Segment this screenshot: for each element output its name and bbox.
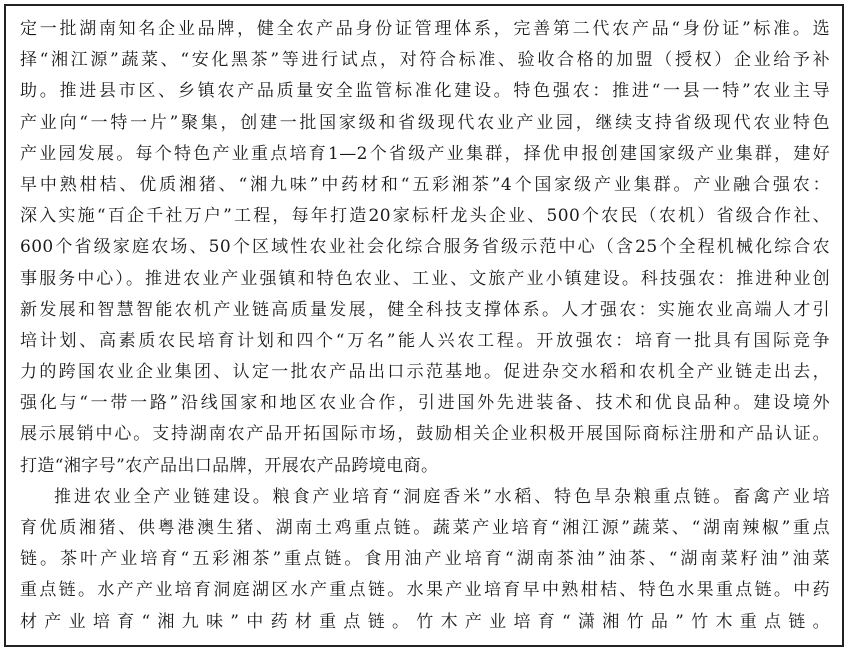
text-line: 展示展销中心。支持湖南农产品开拓国际市场，鼓励相关企业积极开展国际商标注册和产品认证。 [20,424,830,445]
text-line: 事服务中心）。推进农业产业强镇和特色农业、工业、文旅产业小镇建设。科技强农：推进种业创 [20,268,830,289]
text-line: 产业园发展。每个特色产业重点培育1—2个省级产业集群，择优申报创建国家级产业集群，建好 [20,143,830,164]
text-line: 深入实施“百企千社万户”工程，每年打造20家标杆龙头企业、500个农民（农机）省级合作社、 [20,206,830,227]
paragraph-2 [20,482,830,669]
text-line: 助。推进县市区、乡镇农产品质量安全监管标准化建设。特色强农：推进“一县一特”农业主导 [20,81,830,102]
text-line: 力的跨国农业企业集团、认定一批农产品出口示范基地。促进杂交水稻和农机全产业链走出去， [20,362,830,383]
text-line: 早中熟柑桔、优质湘猪、“湘九味”中药材和“五彩湘茶”4个国家级产业集群。产业融合强农： [20,174,830,195]
text-line: 新发展和智慧智能农机产业链高质量发展，健全科技支撑体系。人才强农：实施农业高端人才引 [20,299,830,320]
paragraph-1 [20,14,830,482]
text-line: 材产业培育“湘九味”中药材重点链。竹木产业培育“潇湘竹品”竹木重点链。 [20,611,830,632]
text-line: 定一批湖南知名企业品牌，健全农产品身份证管理体系，完善第二代农产品“身份证”标准。选 [20,19,830,39]
text-line: 强化与“一带一路”沿线国家和地区农业合作，引进国外先进装备、技术和优良品种。建设境外 [20,393,830,414]
text-box-frame [4,4,844,647]
text-line: 择“湘江源”蔬菜、“安化黑茶”等进行试点，对符合标准、验收合格的加盟（授权）企业给予补 [20,50,830,71]
text-line: 600个省级家庭农场、50个区域性农业社会化综合服务省级示范中心（含25个全程机械化综合农 [20,237,830,258]
document-body [20,14,830,669]
text-line: 打造“湘字号”农产品出口品牌，开展农产品跨境电商。 [20,455,439,476]
text-line: 链。茶叶产业培育“五彩湘茶”重点链。食用油产业培育“湖南茶油”油茶、“湖南菜籽油”油菜 [20,549,830,570]
text-line: 培计划、高素质农民培育计划和四个“万名”能人兴农工程。开放强农：培育一批具有国际竞争 [20,330,830,351]
text-line: 产业向“一特一片”聚集，创建一批国家级和省级现代农业产业园，继续支持省级现代农业特色 [20,112,830,133]
text-line: 育优质湘猪、供粤港澳生猪、湖南土鸡重点链。蔬菜产业培育“湘江源”蔬菜、“湖南辣椒”重点 [20,518,830,538]
text-line: 推进农业全产业链建设。粮食产业培育“洞庭香米”水稻、特色旱杂粮重点链。畜禽产业培 [54,486,830,507]
text-line [20,638,830,669]
text-line: 重点链。水产产业培育洞庭湖区水产重点链。水果产业培育早中熟柑桔、特色水果重点链。中药 [20,580,830,601]
